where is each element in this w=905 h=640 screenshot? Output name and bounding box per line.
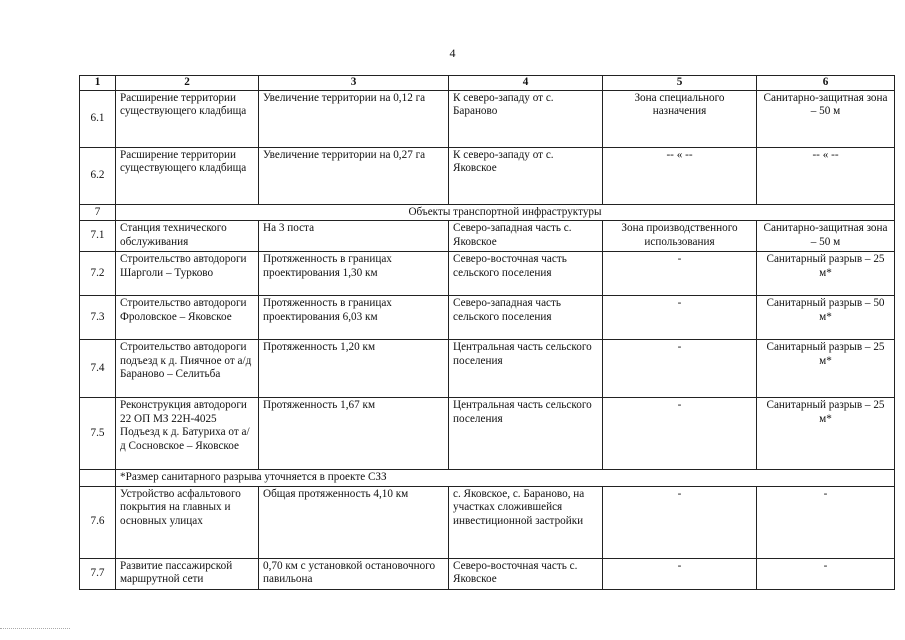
column-header: 1	[80, 76, 116, 91]
object-cell: Строительство автодороги подъезд к д. Пиячное от а/д Бараново – Селитьба	[116, 340, 259, 398]
object-cell: Расширение территории существующего кладбища	[116, 90, 259, 147]
table-row	[80, 90, 895, 147]
restriction-cell: Санитарный разрыв – 25 м*	[757, 252, 895, 296]
section-row	[80, 204, 895, 221]
restriction-cell: Санитарно-защитная зона – 50 м	[757, 221, 895, 252]
scan-edge-mark	[0, 628, 70, 629]
row-number: 7.5	[80, 398, 116, 470]
row-number: 6.1	[80, 90, 116, 147]
parameter-cell: Протяженность 1,67 км	[259, 398, 449, 470]
table-row	[80, 221, 895, 252]
footnote-spacer	[80, 470, 116, 487]
parameter-cell: На 3 поста	[259, 221, 449, 252]
parameter-cell: 0,70 км с установкой остановочного павильона	[259, 558, 449, 589]
zone-cell: -- « --	[603, 147, 757, 204]
zone-cell: -	[603, 558, 757, 589]
zone-cell: Зона специального назначения	[603, 90, 757, 147]
zone-cell: -	[603, 486, 757, 558]
column-header: 2	[116, 76, 259, 91]
object-cell: Развитие пассажирской маршрутной сети	[116, 558, 259, 589]
location-cell: Центральная часть сельского поселения	[449, 398, 603, 470]
restriction-cell: -- « --	[757, 147, 895, 204]
restriction-cell: -	[757, 558, 895, 589]
parameter-cell: Общая протяженность 4,10 км	[259, 486, 449, 558]
zone-cell: Зона производственного использования	[603, 221, 757, 252]
location-cell: Северо-западная часть с. Яковское	[449, 221, 603, 252]
location-cell: К северо-западу от с. Бараново	[449, 90, 603, 147]
table-row	[80, 296, 895, 340]
zone-cell: -	[603, 340, 757, 398]
section-number: 7	[80, 204, 116, 221]
table-row	[80, 486, 895, 558]
table-row	[80, 340, 895, 398]
column-number-row	[80, 76, 895, 91]
table-row	[80, 252, 895, 296]
restriction-cell: Санитарно-защитная зона – 50 м	[757, 90, 895, 147]
restriction-cell: -	[757, 486, 895, 558]
zone-cell: -	[603, 296, 757, 340]
object-cell: Устройство асфальтового покрытия на главных и основных улицах	[116, 486, 259, 558]
restriction-cell: Санитарный разрыв – 50 м*	[757, 296, 895, 340]
object-cell: Строительство автодороги Фроловское – Яковское	[116, 296, 259, 340]
page-number: 4	[449, 46, 456, 60]
parameter-cell: Протяженность 1,20 км	[259, 340, 449, 398]
column-header: 3	[259, 76, 449, 91]
column-header: 6	[757, 76, 895, 91]
restriction-cell: Санитарный разрыв – 25 м*	[757, 340, 895, 398]
row-number: 6.2	[80, 147, 116, 204]
parameter-cell: Протяженность в границах проектирования 1,30 км	[259, 252, 449, 296]
footnote: *Размер санитарного разрыва уточняется в проекте СЗЗ	[116, 470, 895, 487]
row-number: 7.2	[80, 252, 116, 296]
zone-cell: -	[603, 252, 757, 296]
restriction-cell: Санитарный разрыв – 25 м*	[757, 398, 895, 470]
footnote-row	[80, 470, 895, 487]
location-cell: Северо-западная часть сельского поселения	[449, 296, 603, 340]
location-cell: Северо-восточная часть сельского поселения	[449, 252, 603, 296]
object-cell: Станция технического обслуживания	[116, 221, 259, 252]
location-cell: Центральная часть сельского поселения	[449, 340, 603, 398]
zone-cell: -	[603, 398, 757, 470]
object-cell: Реконструкция автодороги 22 ОП МЗ 22Н-4025 Подъезд к д. Батуриха от а/д Сосновское – Яковское	[116, 398, 259, 470]
section-title: Объекты транспортной инфраструктуры	[116, 204, 895, 221]
object-cell: Расширение территории существующего кладбища	[116, 147, 259, 204]
location-cell: К северо-западу от с. Яковское	[449, 147, 603, 204]
row-number: 7.4	[80, 340, 116, 398]
parameter-cell: Протяженность в границах проектирования 6,03 км	[259, 296, 449, 340]
parameter-cell: Увеличение территории на 0,12 га	[259, 90, 449, 147]
parameter-cell: Увеличение территории на 0,27 га	[259, 147, 449, 204]
object-cell: Строительство автодороги Шарголи – Турково	[116, 252, 259, 296]
table-row	[80, 558, 895, 589]
location-cell: Северо-восточная часть с. Яковское	[449, 558, 603, 589]
table-row	[80, 147, 895, 204]
location-cell: с. Яковское, с. Бараново, на участках сложившейся инвестиционной застройки	[449, 486, 603, 558]
column-header: 5	[603, 76, 757, 91]
objects-table	[79, 75, 895, 590]
column-header: 4	[449, 76, 603, 91]
row-number: 7.3	[80, 296, 116, 340]
row-number: 7.6	[80, 486, 116, 558]
table-row	[80, 398, 895, 470]
row-number: 7.1	[80, 221, 116, 252]
row-number: 7.7	[80, 558, 116, 589]
